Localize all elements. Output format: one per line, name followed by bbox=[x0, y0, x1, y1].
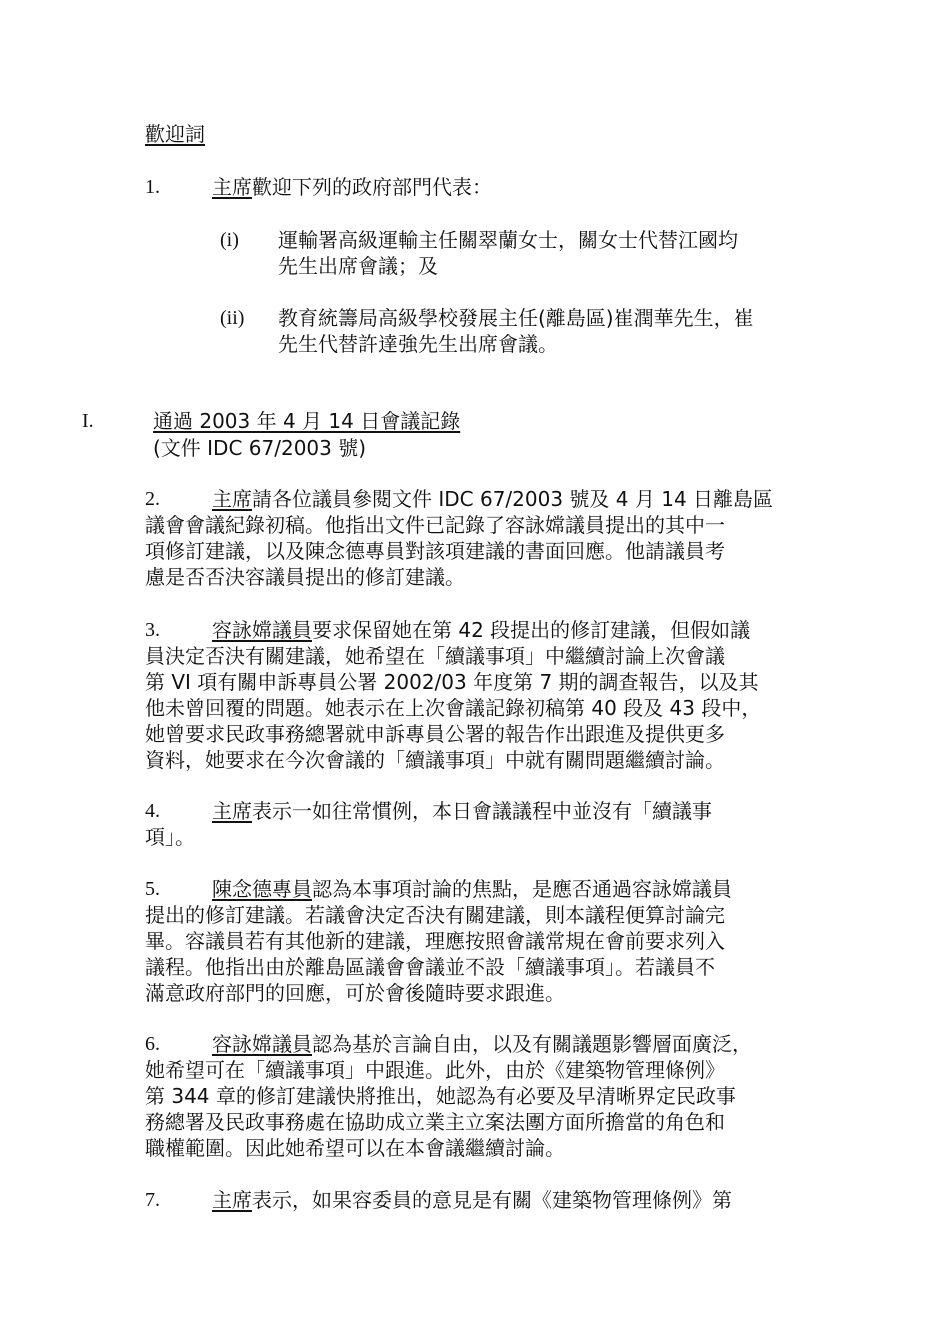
para-line: 項修訂建議，以及陳念德專員對該項建議的書面回應。他請議員考 bbox=[145, 539, 725, 563]
para-text: 認為基於言論自由，以及有關議題影響層面廣泛， bbox=[312, 1032, 752, 1056]
para-text: 表示一如往常慣例，本日會議議程中並沒有「續議事 bbox=[252, 799, 712, 823]
speaker-name: 容詠嫦議員 bbox=[212, 1032, 312, 1056]
item-line: 運輸署高級運輸主任關翠蘭女士，關女士代替江國均 bbox=[278, 228, 738, 252]
para-line: 第 344 章的修訂建議快將推出，她認為有必要及早清晰界定民政事 bbox=[145, 1084, 736, 1108]
speaker-name: 主席 bbox=[212, 487, 252, 511]
item-line: 先生出席會議；及 bbox=[278, 254, 438, 278]
para-line: 提出的修訂建議。若議會決定否決有關建議，則本議程便算討論完 bbox=[145, 903, 725, 927]
para-number: 2. bbox=[145, 488, 160, 510]
section-doc-ref: (文件 IDC 67/2003 號) bbox=[153, 436, 367, 460]
item-text bbox=[278, 305, 754, 357]
para-line: 她希望可在「續議事項」中跟進。此外，由於《建築物管理條例》 bbox=[145, 1058, 725, 1082]
para-line: 他未曾回覆的問題。她表示在上次會議記錄初稿第 40 段及 43 段中， bbox=[145, 696, 762, 720]
para-number: 1. bbox=[145, 176, 160, 198]
item-line: 教育統籌局高級學校發展主任(離島區)崔潤華先生，崔 bbox=[278, 306, 754, 330]
item-label: (ii) bbox=[220, 307, 245, 329]
para-line: 議程。他指出由於離島區議會會議並不設「續議事項」。若議員不 bbox=[145, 955, 715, 979]
para-text: 要求保留她在第 42 段提出的修訂建議，但假如議 bbox=[312, 618, 751, 642]
para-first-line bbox=[212, 486, 773, 512]
para-text: 請各位議員參閱文件 IDC 67/2003 號及 4 月 14 日離島區 bbox=[252, 487, 774, 511]
para-text: 歡迎下列的政府部門代表： bbox=[252, 175, 492, 199]
para-number: 5. bbox=[145, 878, 160, 900]
para-first-line bbox=[212, 1187, 732, 1213]
para-body bbox=[145, 824, 195, 850]
para-line: 畢。容議員若有其他新的建議，理應按照會議常規在會前要求列入 bbox=[145, 929, 725, 953]
para-body bbox=[145, 902, 725, 1006]
para-text: 認為本事項討論的焦點，是應否通過容詠嫦議員 bbox=[312, 877, 732, 901]
item-text bbox=[278, 227, 738, 279]
para-line: 務總署及民政事務處在協助成立業主立案法團方面所擔當的角色和 bbox=[145, 1110, 725, 1134]
para-number: 6. bbox=[145, 1033, 160, 1055]
para-text: 表示，如果容委員的意見是有關《建築物管理條例》第 bbox=[252, 1188, 732, 1212]
para-first-line bbox=[212, 1031, 752, 1057]
section-roman-numeral: I. bbox=[82, 410, 94, 432]
section-title: 通過 2003 年 4 月 14 日會議記錄 bbox=[153, 409, 461, 433]
para-line: 慮是否否決容議員提出的修訂建議。 bbox=[145, 565, 465, 589]
para-1-first-line bbox=[212, 174, 492, 200]
para-line: 員決定否決有關建議，她希望在「續議事項」中繼續討論上次會議 bbox=[145, 644, 725, 668]
speaker-name: 主席 bbox=[212, 1188, 252, 1212]
item-label: (i) bbox=[220, 229, 239, 251]
para-body bbox=[145, 512, 725, 590]
para-first-line bbox=[212, 876, 732, 902]
item-line: 先生代替許達強先生出席會議。 bbox=[278, 332, 558, 356]
para-line: 項」。 bbox=[145, 825, 195, 849]
speaker-name: 主席 bbox=[212, 175, 252, 199]
para-first-line bbox=[212, 617, 750, 643]
para-first-line bbox=[212, 798, 712, 824]
speaker-name: 陳念德專員 bbox=[212, 877, 312, 901]
para-line: 她曾要求民政事務總署就申訴專員公署的報告作出跟進及提供更多 bbox=[145, 722, 725, 746]
welcome-heading: 歡迎詞 bbox=[145, 122, 205, 146]
para-line: 第 VI 項有關申訴專員公署 2002/03 年度第 7 期的調查報告，以及其 bbox=[145, 670, 759, 694]
para-line: 職權範圍。因此她希望可以在本會議繼續討論。 bbox=[145, 1136, 565, 1160]
speaker-name: 主席 bbox=[212, 799, 252, 823]
speaker-name: 容詠嫦議員 bbox=[212, 618, 312, 642]
para-number: 4. bbox=[145, 800, 160, 822]
para-body bbox=[145, 643, 761, 773]
para-number: 3. bbox=[145, 619, 160, 641]
para-line: 資料，她要求在今次會議的「續議事項」中就有關問題繼續討論。 bbox=[145, 748, 725, 772]
para-line: 議會會議紀錄初稿。他指出文件已記錄了容詠嫦議員提出的其中一 bbox=[145, 513, 725, 537]
para-number: 7. bbox=[145, 1189, 160, 1211]
para-line: 滿意政府部門的回應，可於會後隨時要求跟進。 bbox=[145, 981, 565, 1005]
para-body bbox=[145, 1057, 736, 1161]
